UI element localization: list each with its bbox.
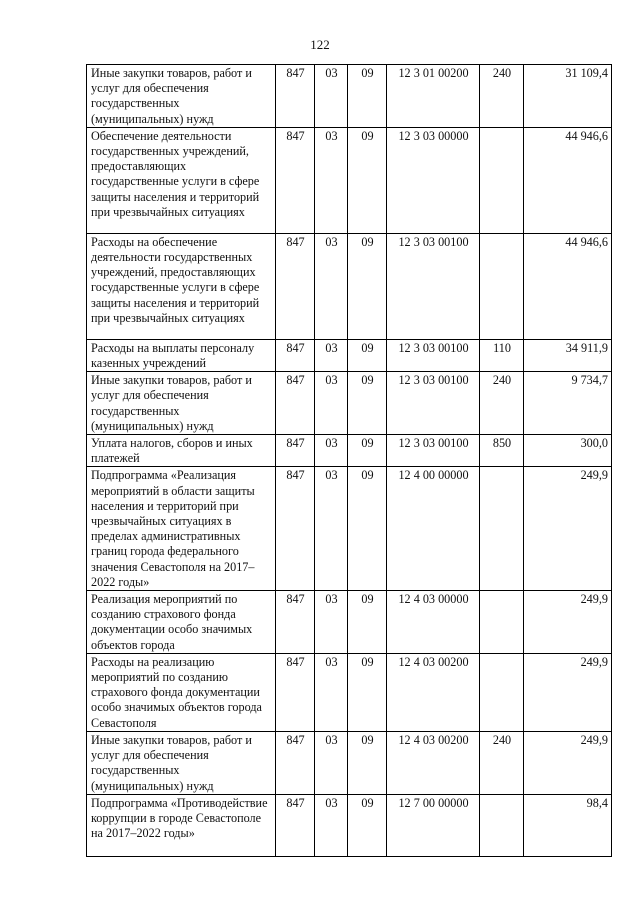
target-article-cell: 12 3 03 00100 — [387, 339, 480, 371]
section-code-cell: 03 — [315, 127, 348, 233]
target-article-cell: 12 3 03 00100 — [387, 233, 480, 339]
subsection-code-cell: 09 — [348, 467, 387, 591]
ministry-code-cell: 847 — [276, 731, 315, 794]
ministry-code-cell: 847 — [276, 653, 315, 731]
row-name-cell: Иные закупки товаров, работ и услуг для обеспечения государственных (муниципальных) нужд — [87, 731, 276, 794]
page-number: 122 — [310, 37, 330, 52]
ministry-code-cell: 847 — [276, 233, 315, 339]
subsection-code-cell: 09 — [348, 653, 387, 731]
row-name-cell: Реализация мероприятий по созданию страхового фонда документации особо значимых объектов города — [87, 591, 276, 654]
target-article-cell: 12 3 03 00000 — [387, 127, 480, 233]
expense-type-cell — [480, 591, 524, 654]
amount-cell: 300,0 — [524, 435, 612, 467]
expense-type-cell — [480, 233, 524, 339]
target-article-cell: 12 4 03 00200 — [387, 731, 480, 794]
subsection-code-cell: 09 — [348, 435, 387, 467]
row-name-cell: Обеспечение деятельности государственных учреждений, предоставляющих государственные услуги в сфере защиты населения и территорий при чрезвычайных ситуациях — [87, 127, 276, 233]
table-row — [87, 65, 612, 128]
subsection-code-cell: 09 — [348, 794, 387, 856]
table-row — [87, 339, 612, 371]
section-code-cell: 03 — [315, 435, 348, 467]
table-row — [87, 731, 612, 794]
section-code-cell: 03 — [315, 65, 348, 128]
ministry-code-cell: 847 — [276, 65, 315, 128]
subsection-code-cell: 09 — [348, 127, 387, 233]
row-name-cell: Расходы на выплаты персоналу казенных учреждений — [87, 339, 276, 371]
section-code-cell: 03 — [315, 339, 348, 371]
row-name-cell: Иные закупки товаров, работ и услуг для обеспечения государственных (муниципальных) нужд — [87, 65, 276, 128]
amount-cell: 34 911,9 — [524, 339, 612, 371]
subsection-code-cell: 09 — [348, 591, 387, 654]
row-name-cell: Подпрограмма «Реализация мероприятий в области защиты населения и территорий при чрезвычайных ситуациях в пределах административных границ города федерального значения Севастополя на 2017–2022 годы» — [87, 467, 276, 591]
expense-type-cell — [480, 467, 524, 591]
target-article-cell: 12 4 00 00000 — [387, 467, 480, 591]
row-name-cell: Расходы на реализацию мероприятий по созданию страхового фонда документации особо значимых объектов города Севастополя — [87, 653, 276, 731]
table-row — [87, 233, 612, 339]
amount-cell: 44 946,6 — [524, 127, 612, 233]
row-name-cell: Уплата налогов, сборов и иных платежей — [87, 435, 276, 467]
expense-type-cell — [480, 653, 524, 731]
section-code-cell: 03 — [315, 794, 348, 856]
expense-type-cell: 240 — [480, 731, 524, 794]
subsection-code-cell: 09 — [348, 339, 387, 371]
target-article-cell: 12 3 01 00200 — [387, 65, 480, 128]
section-code-cell: 03 — [315, 372, 348, 435]
table-row — [87, 591, 612, 654]
target-article-cell: 12 3 03 00100 — [387, 372, 480, 435]
ministry-code-cell: 847 — [276, 591, 315, 654]
table-row — [87, 467, 612, 591]
amount-cell: 249,9 — [524, 653, 612, 731]
section-code-cell: 03 — [315, 467, 348, 591]
amount-cell: 98,4 — [524, 794, 612, 856]
target-article-cell: 12 7 00 00000 — [387, 794, 480, 856]
table-row — [87, 794, 612, 856]
section-code-cell: 03 — [315, 591, 348, 654]
expense-type-cell: 110 — [480, 339, 524, 371]
section-code-cell: 03 — [315, 653, 348, 731]
amount-cell: 249,9 — [524, 731, 612, 794]
ministry-code-cell: 847 — [276, 794, 315, 856]
table-row — [87, 653, 612, 731]
subsection-code-cell: 09 — [348, 372, 387, 435]
subsection-code-cell: 09 — [348, 65, 387, 128]
ministry-code-cell: 847 — [276, 127, 315, 233]
section-code-cell: 03 — [315, 731, 348, 794]
amount-cell: 44 946,6 — [524, 233, 612, 339]
row-name-cell: Расходы на обеспечение деятельности государственных учреждений, предоставляющих государственные услуги в сфере защиты населения и территорий при чрезвычайных ситуациях — [87, 233, 276, 339]
row-name-cell: Подпрограмма «Противодействие коррупции в городе Севастополе на 2017–2022 годы» — [87, 794, 276, 856]
amount-cell: 31 109,4 — [524, 65, 612, 128]
expense-type-cell — [480, 127, 524, 233]
row-name-cell: Иные закупки товаров, работ и услуг для обеспечения государственных (муниципальных) нужд — [87, 372, 276, 435]
table-row — [87, 435, 612, 467]
subsection-code-cell: 09 — [348, 233, 387, 339]
table-row — [87, 127, 612, 233]
target-article-cell: 12 4 03 00200 — [387, 653, 480, 731]
table-row — [87, 372, 612, 435]
section-code-cell: 03 — [315, 233, 348, 339]
amount-cell: 249,9 — [524, 467, 612, 591]
ministry-code-cell: 847 — [276, 339, 315, 371]
amount-cell: 9 734,7 — [524, 372, 612, 435]
expense-type-cell: 240 — [480, 372, 524, 435]
ministry-code-cell: 847 — [276, 435, 315, 467]
target-article-cell: 12 4 03 00000 — [387, 591, 480, 654]
subsection-code-cell: 09 — [348, 731, 387, 794]
budget-table — [86, 64, 612, 857]
expense-type-cell: 850 — [480, 435, 524, 467]
ministry-code-cell: 847 — [276, 467, 315, 591]
ministry-code-cell: 847 — [276, 372, 315, 435]
amount-cell: 249,9 — [524, 591, 612, 654]
target-article-cell: 12 3 03 00100 — [387, 435, 480, 467]
expense-type-cell — [480, 794, 524, 856]
expense-type-cell: 240 — [480, 65, 524, 128]
